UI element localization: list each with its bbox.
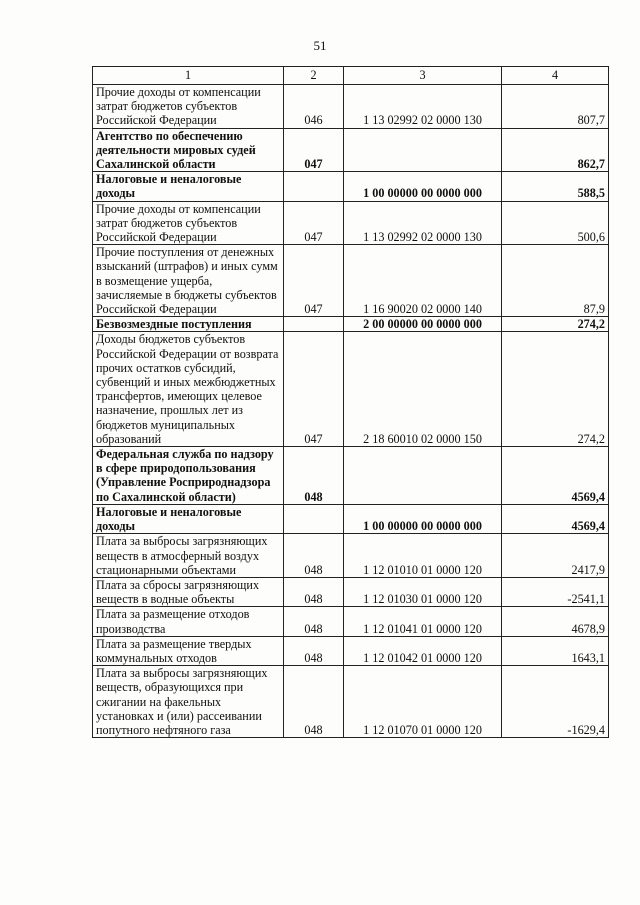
row-name-cell: Налоговые и неналоговые доходы bbox=[93, 172, 284, 201]
table-row bbox=[93, 607, 609, 636]
row-kbk-cell: 2 18 60010 02 0000 150 bbox=[344, 332, 502, 447]
row-code-cell: 048 bbox=[284, 636, 344, 665]
row-code-cell: 047 bbox=[284, 332, 344, 447]
row-name-cell: Федеральная служба по надзору в сфере природопользования (Управление Росприроднадзора по Сахалинской области) bbox=[93, 447, 284, 505]
row-amount-cell: -2541,1 bbox=[502, 577, 609, 606]
row-name-cell: Прочие доходы от компенсации затрат бюджетов субъектов Российской Федерации bbox=[93, 85, 284, 129]
row-name-cell: Плата за выбросы загрязняющих веществ, образующихся при сжигании на факельных установках и (или) рассеивании попутного нефтяного газа bbox=[93, 666, 284, 738]
row-kbk-cell: 2 00 00000 00 0000 000 bbox=[344, 317, 502, 332]
row-amount-cell: 2417,9 bbox=[502, 534, 609, 578]
row-kbk-cell: 1 12 01070 01 0000 120 bbox=[344, 666, 502, 738]
row-amount-cell: 862,7 bbox=[502, 128, 609, 172]
row-name-cell: Безвозмездные поступления bbox=[93, 317, 284, 332]
row-amount-cell: 274,2 bbox=[502, 332, 609, 447]
row-kbk-cell: 1 00 00000 00 0000 000 bbox=[344, 504, 502, 533]
row-code-cell: 048 bbox=[284, 534, 344, 578]
row-amount-cell: 1643,1 bbox=[502, 636, 609, 665]
row-amount-cell: 588,5 bbox=[502, 172, 609, 201]
column-header-amount: 4 bbox=[502, 67, 609, 85]
row-name-cell: Агентство по обеспечению деятельности мировых судей Сахалинской области bbox=[93, 128, 284, 172]
row-amount-cell: 87,9 bbox=[502, 245, 609, 317]
row-name-cell: Прочие поступления от денежных взысканий (штрафов) и иных сумм в возмещение ущерба, зачисляемые в бюджеты субъектов Российской Федерации bbox=[93, 245, 284, 317]
row-name-cell: Прочие доходы от компенсации затрат бюджетов субъектов Российской Федерации bbox=[93, 201, 284, 245]
row-name-cell: Плата за размещение отходов производства bbox=[93, 607, 284, 636]
row-kbk-cell bbox=[344, 128, 502, 172]
row-code-cell bbox=[284, 317, 344, 332]
table-row bbox=[93, 666, 609, 738]
row-amount-cell: 500,6 bbox=[502, 201, 609, 245]
table-row bbox=[93, 534, 609, 578]
row-amount-cell: 807,7 bbox=[502, 85, 609, 129]
table-row bbox=[93, 577, 609, 606]
row-name-cell: Плата за выбросы загрязняющих веществ в атмосферный воздух стационарными объектами bbox=[93, 534, 284, 578]
row-amount-cell: 4569,4 bbox=[502, 447, 609, 505]
row-name-cell: Налоговые и неналоговые доходы bbox=[93, 504, 284, 533]
table-row bbox=[93, 636, 609, 665]
table-row bbox=[93, 504, 609, 533]
table-row bbox=[93, 332, 609, 447]
row-amount-cell: 4678,9 bbox=[502, 607, 609, 636]
table-row bbox=[93, 201, 609, 245]
row-code-cell: 048 bbox=[284, 666, 344, 738]
table-body bbox=[93, 85, 609, 738]
column-header-kbk: 3 bbox=[344, 67, 502, 85]
table-header-row bbox=[93, 67, 609, 85]
table-row bbox=[93, 85, 609, 129]
row-kbk-cell bbox=[344, 447, 502, 505]
row-amount-cell: -1629,4 bbox=[502, 666, 609, 738]
row-name-cell: Плата за размещение твердых коммунальных отходов bbox=[93, 636, 284, 665]
row-code-cell: 047 bbox=[284, 128, 344, 172]
row-code-cell: 046 bbox=[284, 85, 344, 129]
row-kbk-cell: 1 13 02992 02 0000 130 bbox=[344, 201, 502, 245]
row-kbk-cell: 1 16 90020 02 0000 140 bbox=[344, 245, 502, 317]
row-name-cell: Доходы бюджетов субъектов Российской Федерации от возврата прочих остатков субсидий, субвенций и иных межбюджетных трансфертов, имеющих целевое назначение, прошлых лет из бюджетов муниципальных образований bbox=[93, 332, 284, 447]
row-kbk-cell: 1 12 01030 01 0000 120 bbox=[344, 577, 502, 606]
column-header-code: 2 bbox=[284, 67, 344, 85]
table-row bbox=[93, 245, 609, 317]
row-code-cell: 047 bbox=[284, 245, 344, 317]
row-name-cell: Плата за сбросы загрязняющих веществ в водные объекты bbox=[93, 577, 284, 606]
row-code-cell bbox=[284, 172, 344, 201]
row-code-cell: 047 bbox=[284, 201, 344, 245]
row-amount-cell: 274,2 bbox=[502, 317, 609, 332]
row-kbk-cell: 1 12 01041 01 0000 120 bbox=[344, 607, 502, 636]
row-code-cell: 048 bbox=[284, 607, 344, 636]
table-row bbox=[93, 128, 609, 172]
row-code-cell bbox=[284, 504, 344, 533]
row-kbk-cell: 1 12 01010 01 0000 120 bbox=[344, 534, 502, 578]
row-code-cell: 048 bbox=[284, 447, 344, 505]
table-row bbox=[93, 172, 609, 201]
row-kbk-cell: 1 12 01042 01 0000 120 bbox=[344, 636, 502, 665]
page-number: 51 bbox=[313, 38, 327, 53]
table-row bbox=[93, 317, 609, 332]
row-kbk-cell: 1 00 00000 00 0000 000 bbox=[344, 172, 502, 201]
row-code-cell: 048 bbox=[284, 577, 344, 606]
table-row bbox=[93, 447, 609, 505]
column-header-name: 1 bbox=[93, 67, 284, 85]
row-amount-cell: 4569,4 bbox=[502, 504, 609, 533]
row-kbk-cell: 1 13 02992 02 0000 130 bbox=[344, 85, 502, 129]
budget-income-table bbox=[92, 66, 609, 738]
